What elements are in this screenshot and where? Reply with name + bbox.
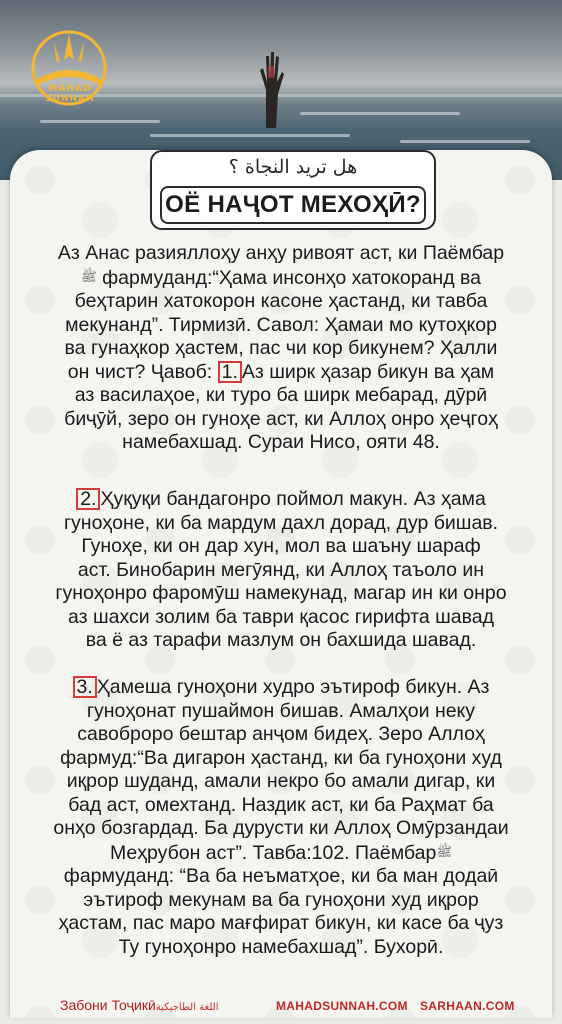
salawat-icon: ﷺ: [436, 844, 453, 860]
text-line: намебахшад. Сураи Нисо, ояти 48.: [122, 431, 440, 453]
paragraph-3: [22, 676, 540, 959]
text-line: фармуданд:“Ҳама инсонҳо хатокоранд ва: [102, 266, 481, 289]
paragraph-2: [22, 488, 540, 653]
text-line: Ҳамеша гуноҳони худро эътироф бикун. Аз: [96, 676, 490, 698]
text-line: савоброро бештар анҷом бидеҳ. Зеро Аллоҳ: [77, 723, 485, 745]
language-label: Забони Тоҷикӣ: [60, 997, 156, 1013]
text-line: Аз Анас разияллоҳу анҳу ривоят аст, ки Паёмбар: [57, 242, 505, 264]
text-line: Ҳуқуқи бандагонро поймол макун. Аз ҳама: [100, 488, 486, 510]
text-line: онҳо бозгардад. Ба дурусти ки Аллоҳ Омӯрзандаи: [53, 817, 509, 839]
text-line: аз шахси золим ба таври қасос гирифта шавад: [68, 605, 494, 628]
text-line: фармуд:“Ва дигарон ҳастанд, ки ба гуноҳони худ: [60, 746, 502, 769]
text-line: беҳтарин хатокорон касоне ҳастанд, ки тавба: [74, 290, 488, 312]
footer: [0, 994, 562, 1020]
language-label-arabic: اللغة الطاجيكية: [155, 1002, 219, 1013]
salawat-icon: ﷺ: [80, 269, 97, 285]
wave: [300, 112, 460, 115]
text-line: аст. Бинобарин мегӯянд, ки Аллоҳ таъоло ин: [77, 558, 485, 581]
wave: [40, 120, 160, 123]
logo-text: MAHAD SUNNAH: [45, 84, 95, 104]
title-arabic: هل تريد النجاة ؟: [228, 156, 358, 178]
text-line: Ту гуноҳонро намебахшад”. Бухорӣ.: [118, 935, 444, 958]
paragraph-1: [22, 242, 540, 455]
text-line: Гуноҳе, ки он дар хун, мол ва шаъну шараф: [81, 535, 481, 557]
text-line: Аз ширк ҳазар бикун ва ҳам: [241, 360, 495, 383]
wave: [150, 134, 350, 137]
text-line: бад аст, омехтанд. Наздик аст, ки ба Раҳмат ба: [68, 793, 494, 816]
text-line: гуноҳонро фаромӯш намекунад, магар ин ки онро: [55, 582, 507, 604]
item-number-2: 2.: [76, 488, 100, 510]
item-number-1: 1.: [218, 361, 242, 383]
title-box: [150, 150, 436, 230]
text-line: мекунанд”. Тирмизӣ. Савол: Ҳамаи мо кутоҳкор: [65, 313, 497, 336]
mahad-sunnah-logo-icon: [14, 20, 124, 120]
text-line: ҳастам, пас маро мағфират бикун, ки касе ба ҷуз: [58, 912, 504, 934]
text-line: иқрор шуданд, амали некро бо амали дигар, ки: [66, 770, 496, 792]
text-line: он чист? Ҷавоб:: [67, 360, 213, 383]
footer-site-sarhaan[interactable]: SARHAAN.COM: [420, 999, 515, 1013]
text-line: гуноҳонат пушаймон бишав. Амалҳои неку: [86, 699, 476, 722]
footer-site-mahadsunnah[interactable]: MAHADSUNNAH.COM: [276, 999, 408, 1013]
raised-hand-image: [254, 48, 286, 128]
footer-language: [60, 997, 218, 1013]
text-line: ва ё аз тарафи мазлум он бахшида шавад.: [85, 629, 477, 651]
text-line: ва гунаҳкор ҳастем, пас чи кор бикунем? Ҳалли: [64, 337, 498, 359]
text-line: биҷӯй, зеро он гуноҳе аст, ки Аллоҳ онро ҳеҷгоҳ: [64, 407, 498, 430]
wave: [400, 140, 530, 143]
text-line: гуноҳоне, ки ба мардум дахл дорад, дур бишав.: [63, 511, 499, 534]
text-line: эътироф мекунам ва ба гуноҳони худ иқрор: [83, 888, 479, 911]
page-title: ОЁ НАҶОТ МЕХОҲӢ?: [160, 186, 426, 224]
text-line: аз василаҳое, ки туро ба ширк мебарад, дӯрӣ: [74, 384, 488, 406]
item-number-3: 3.: [73, 676, 97, 698]
text-line: фармуданд: “Ва ба неъматҳое, ки ба ман додаӣ: [63, 865, 499, 887]
text-line: Меҳрубон аст”. Тавба:102. Паёмбар: [109, 841, 437, 864]
